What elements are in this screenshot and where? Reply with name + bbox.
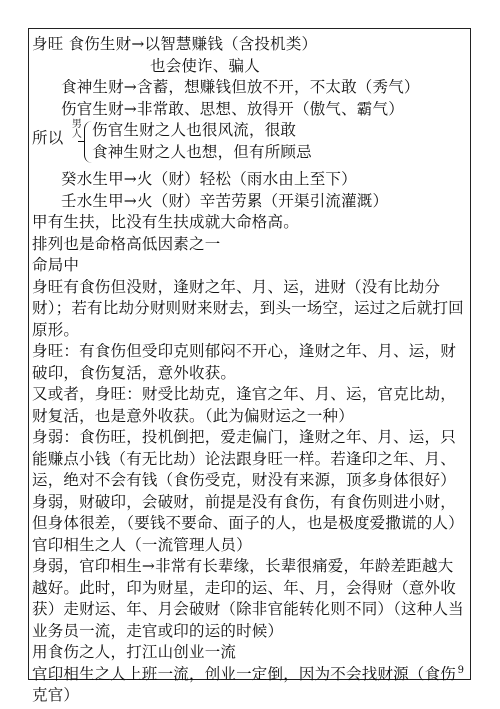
brace-lines [92, 120, 312, 163]
text-line: 也会使诈、骗人 [150, 56, 260, 75]
gender-annotation [70, 120, 84, 140]
text-line: 伤官生财→非常敢、思想、放得开（傲气、霸气） [61, 99, 404, 118]
page-number: 9 [457, 665, 464, 676]
paragraph: 身旺：有食伤但受印克则郁闷不开心，逢财之年、月、运，财破印，食伤复活，意外收获。 [32, 342, 456, 382]
gender-char: 男 [71, 119, 83, 130]
paragraph: 身旺有食伤但没财，逢财之年、月、运，进财（没有比劫分财）；若有比劫分财则财来财去，到头一场空，运过之后就打回原形。 [32, 277, 464, 339]
text-line: 命局中 [32, 256, 80, 274]
paragraph: 身弱，官印相生→非常有长辈缘，长辈很痛爱，年龄差距越大越好。此时，印为财星，走印的运、年、月，会得财（意外收获）走财运、年、月会破财（除非官能转化则不同）（这种人当业务员一流，走官或印的运的时候） [32, 557, 464, 640]
document-body [32, 34, 467, 707]
text-line: 食神生财→含蓄，想赚钱但放不开，不太敢（秀气） [61, 78, 420, 96]
text-line: 身旺 食伤生财→以智慧赚钱（含投机类） [32, 35, 318, 53]
paragraph: 身弱：食伤旺，投机倒把，爱走偏门，逢财之年、月、运，只能赚点小钱（有无比劫）论法跟身旺一样。若逢印之年、月、运，绝对不会有钱（食伤受克，财没有来源，顶多身体很好） [32, 428, 456, 489]
brace-line: 伤官生财之人也很风流，很敢 [92, 121, 297, 139]
text-line: 壬水生甲→火（财）辛苦劳累（开渠引流灌溉） [61, 191, 389, 210]
text-line: 甲有生扶，比没有生扶成就大命格高。 [32, 213, 299, 231]
brace-label: 所以 [32, 129, 64, 147]
paragraph: 用食伤之人，打江山创业一流 [32, 643, 237, 661]
paragraph: 身弱，财破印，会破财，前提是没有食伤，有食伤则进小财，但身体很差，（要钱不要命、面子的人，也是极度爱撒谎的人） [32, 492, 464, 532]
brace-line: 食神生财之人也想，但有所顾忌 [92, 142, 312, 161]
brace-left-group [32, 120, 90, 164]
text-line: 癸水生甲→火（财）轻松（雨水由上至下） [61, 170, 357, 188]
paragraph: 又或者，身旺：财受比劫克，逢官之年、月、运，官克比劫，财复活，也是意外收获。（此为偏财运之一种） [32, 385, 456, 425]
section-heading: 官印相生之人（一流管理人员） [32, 535, 252, 554]
paragraph: 官印相生之人上班一流，创业一定倒，因为不会找财源（食伤克官） [32, 664, 456, 704]
text-line: 排列也是命格高低因素之一 [32, 234, 221, 253]
curly-brace-icon [84, 121, 92, 163]
gender-char: 人 [71, 129, 83, 140]
brace-group [32, 120, 467, 164]
